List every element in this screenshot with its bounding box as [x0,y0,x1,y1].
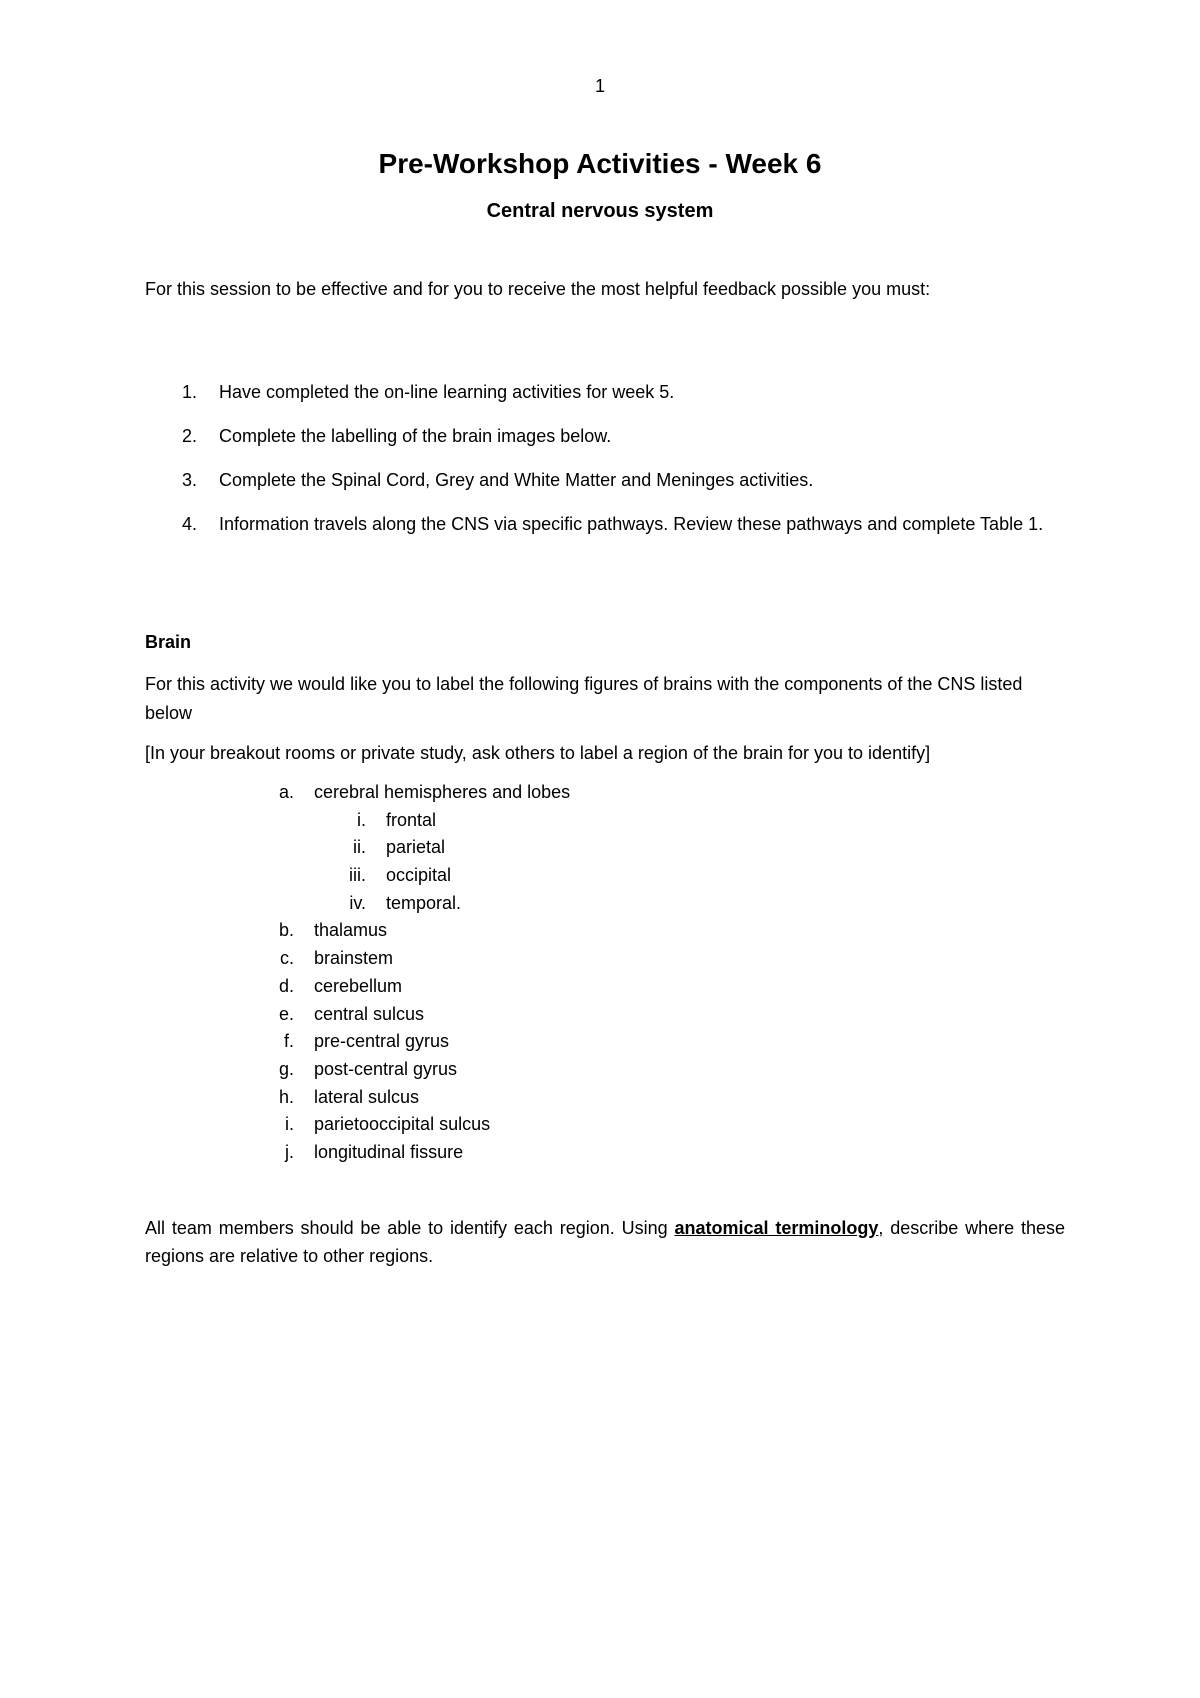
step-number: 1. [182,382,198,402]
page-number: 1 [594,76,605,96]
brain-section-heading: Brain [145,632,192,652]
step-number: 4. [182,514,198,534]
item-letter: f. [283,1031,294,1052]
list-item [0,917,1200,945]
item-label: parietooccipital sulcus [314,1114,491,1135]
sub-list-item [0,890,1200,918]
sub-item-label: frontal [386,809,437,830]
step-text: Complete the Spinal Cord, Grey and White Matter and Meninges activities. [219,470,814,490]
item-label: central sulcus [314,1003,425,1024]
components-list [0,779,1200,1167]
list-item [0,779,1200,807]
sub-item-label: parietal [386,837,446,858]
list-item [0,1001,1200,1029]
page-subtitle: Central nervous system [486,200,714,222]
item-letter: c. [279,948,294,969]
list-item [0,945,1200,973]
closing-text-before: All team members should be able to identify each region. Using [145,1218,675,1238]
item-label: cerebral hemispheres and lobes [314,782,571,802]
list-item [0,1028,1200,1056]
sub-item-numeral: iii. [349,865,366,886]
sub-list-item [0,807,1200,835]
step-text: Have completed the on-line learning activities for week 5. [219,382,675,402]
step-item [145,466,1065,495]
steps-list [145,378,1065,554]
step-text: Complete the labelling of the brain images below. [219,426,612,446]
list-item [0,1111,1200,1139]
step-text: Information travels along the CNS via specific pathways. Review these pathways and complete Table 1. [219,514,1044,534]
list-item [0,1139,1200,1167]
sub-list-item [0,862,1200,890]
brain-instructions: For this activity we would like you to label the following figures of brains with the components of the CNS listed below [145,674,1023,723]
sub-item-label: temporal. [386,892,462,913]
step-number: 2. [182,426,198,446]
item-letter: b. [278,920,294,941]
item-label: longitudinal fissure [314,1141,464,1162]
closing-paragraph [145,1214,1065,1270]
item-label: thalamus [314,920,388,941]
intro-paragraph: For this session to be effective and for you to receive the most helpful feedback possible you must: [145,279,931,299]
anatomical-terminology-term: anatomical terminology [674,1218,879,1238]
sub-item-numeral: iv. [349,892,366,913]
item-label: post-central gyrus [314,1058,458,1079]
item-label: lateral sulcus [314,1086,420,1107]
item-letter: h. [278,1086,294,1107]
brain-note: [In your breakout rooms or private study, ask others to label a region of the brain for you to identify] [145,743,931,763]
item-letter: d. [278,975,294,996]
list-item [0,1084,1200,1112]
step-item [145,510,1065,539]
list-item [0,973,1200,1001]
item-letter: j. [285,1141,294,1162]
step-item [145,378,1065,407]
closing-text-after: , describe where these regions are relative to other regions. [145,1218,1066,1266]
item-label: pre-central gyrus [314,1031,450,1052]
item-label: cerebellum [314,975,403,996]
page-title: Pre-Workshop Activities - Week 6 [378,148,822,179]
sub-item-numeral: i. [357,809,366,830]
item-letter: a. [278,782,294,802]
sub-list-item [0,834,1200,862]
item-label: brainstem [314,948,394,969]
sub-item-numeral: ii. [353,837,366,858]
sub-item-label: occipital [386,865,452,886]
item-letter: g. [278,1058,294,1079]
step-number: 3. [182,470,198,490]
item-letter: e. [278,1003,294,1024]
step-item [145,422,1065,451]
item-letter: i. [285,1114,294,1135]
list-item [0,1056,1200,1084]
